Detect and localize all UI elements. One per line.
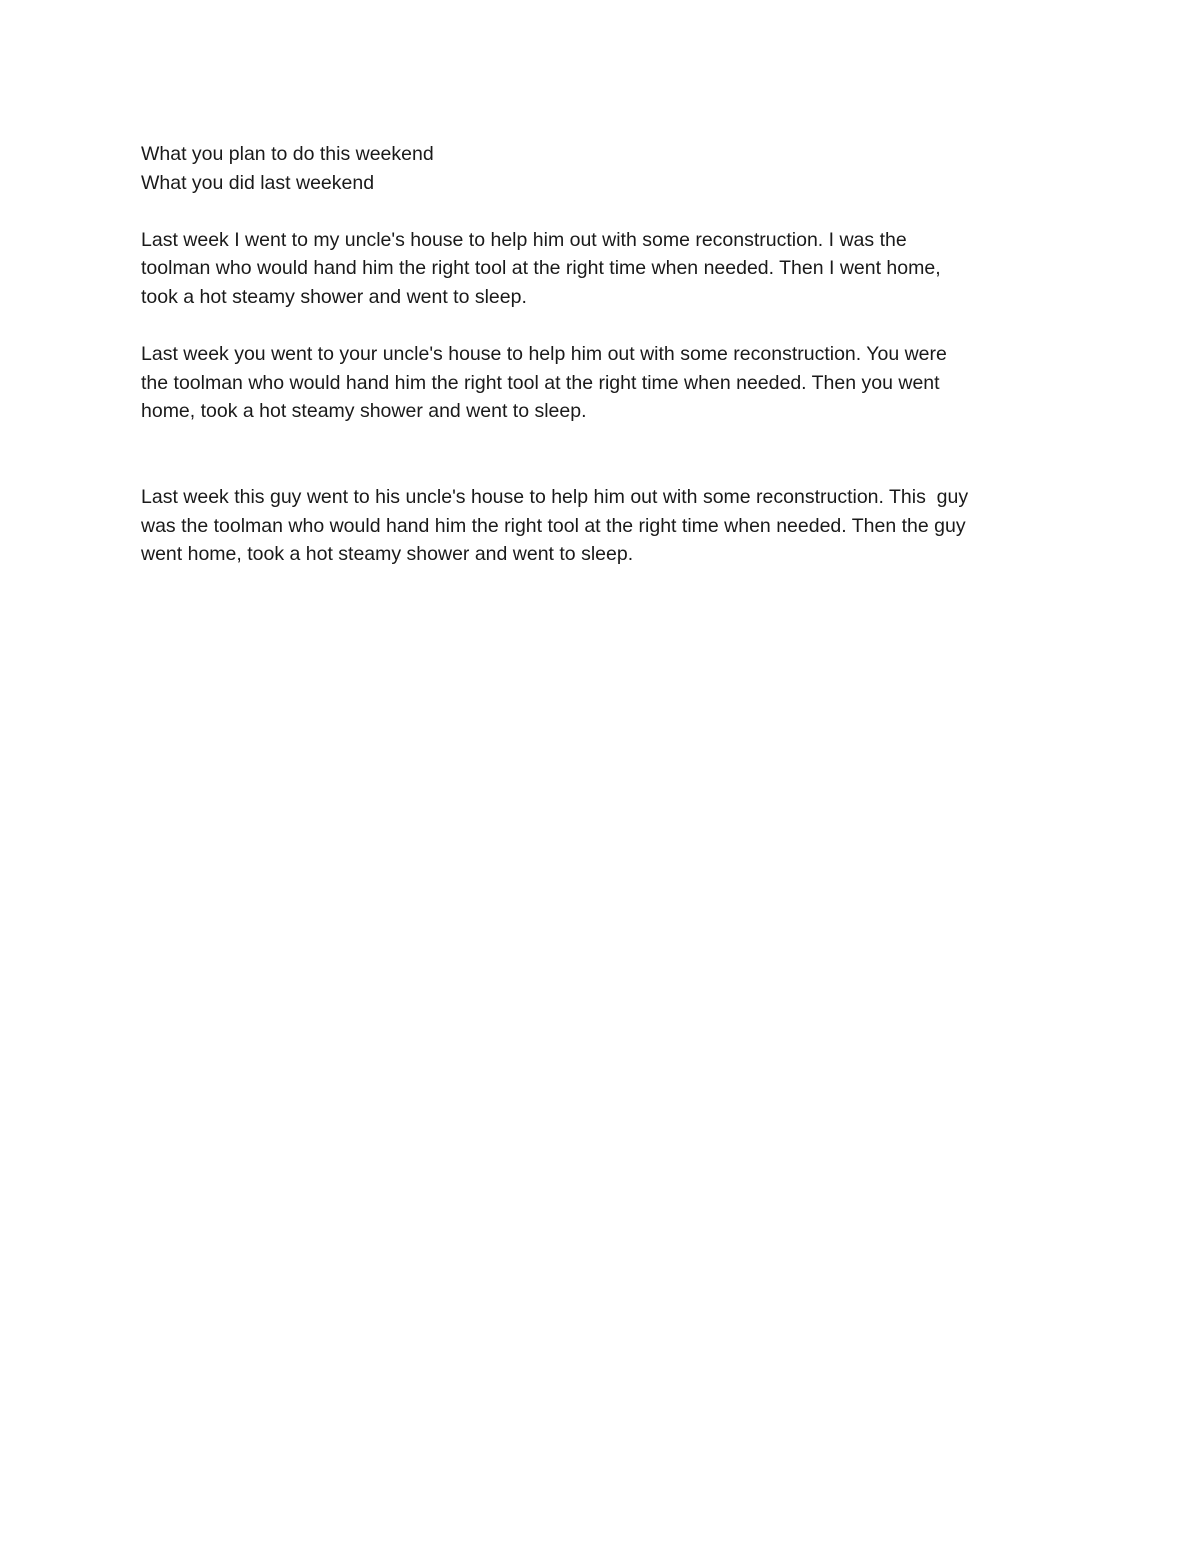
paragraph-line: was the toolman who would hand him the right tool at the right time when needed. Then the guy: [141, 514, 966, 537]
paragraph-line: the toolman who would hand him the right tool at the right time when needed. Then you went: [141, 371, 940, 394]
paragraph-line: toolman who would hand him the right tool at the right time when needed. Then I went home,: [141, 257, 941, 280]
spacer: [141, 312, 1071, 341]
paragraph-line: home, took a hot steamy shower and went to sleep.: [141, 400, 587, 423]
paragraph-line: took a hot steamy shower and went to sleep.: [141, 285, 527, 308]
paragraph-line: went home, took a hot steamy shower and went to sleep.: [141, 543, 634, 566]
prompt-line-plan: What you plan to do this weekend: [141, 143, 434, 165]
prompt-line-did: What you did last weekend: [141, 171, 375, 194]
paragraph-line: Last week you went to your uncle's house to help him out with some reconstruction. You were: [141, 343, 947, 366]
paragraph-line: Last week this guy went to his uncle's house to help him out with some reconstruction. This guy: [141, 486, 969, 509]
paragraph-third-person: [141, 483, 1071, 569]
paragraph-line: Last week I went to my uncle's house to help him out with some reconstruction. I was the: [141, 228, 907, 251]
document-body: [141, 140, 1071, 569]
paragraph-second-person: [141, 340, 1071, 426]
spacer: [141, 197, 1071, 226]
spacer: [141, 426, 1071, 483]
paragraph-first-person: [141, 226, 1071, 312]
